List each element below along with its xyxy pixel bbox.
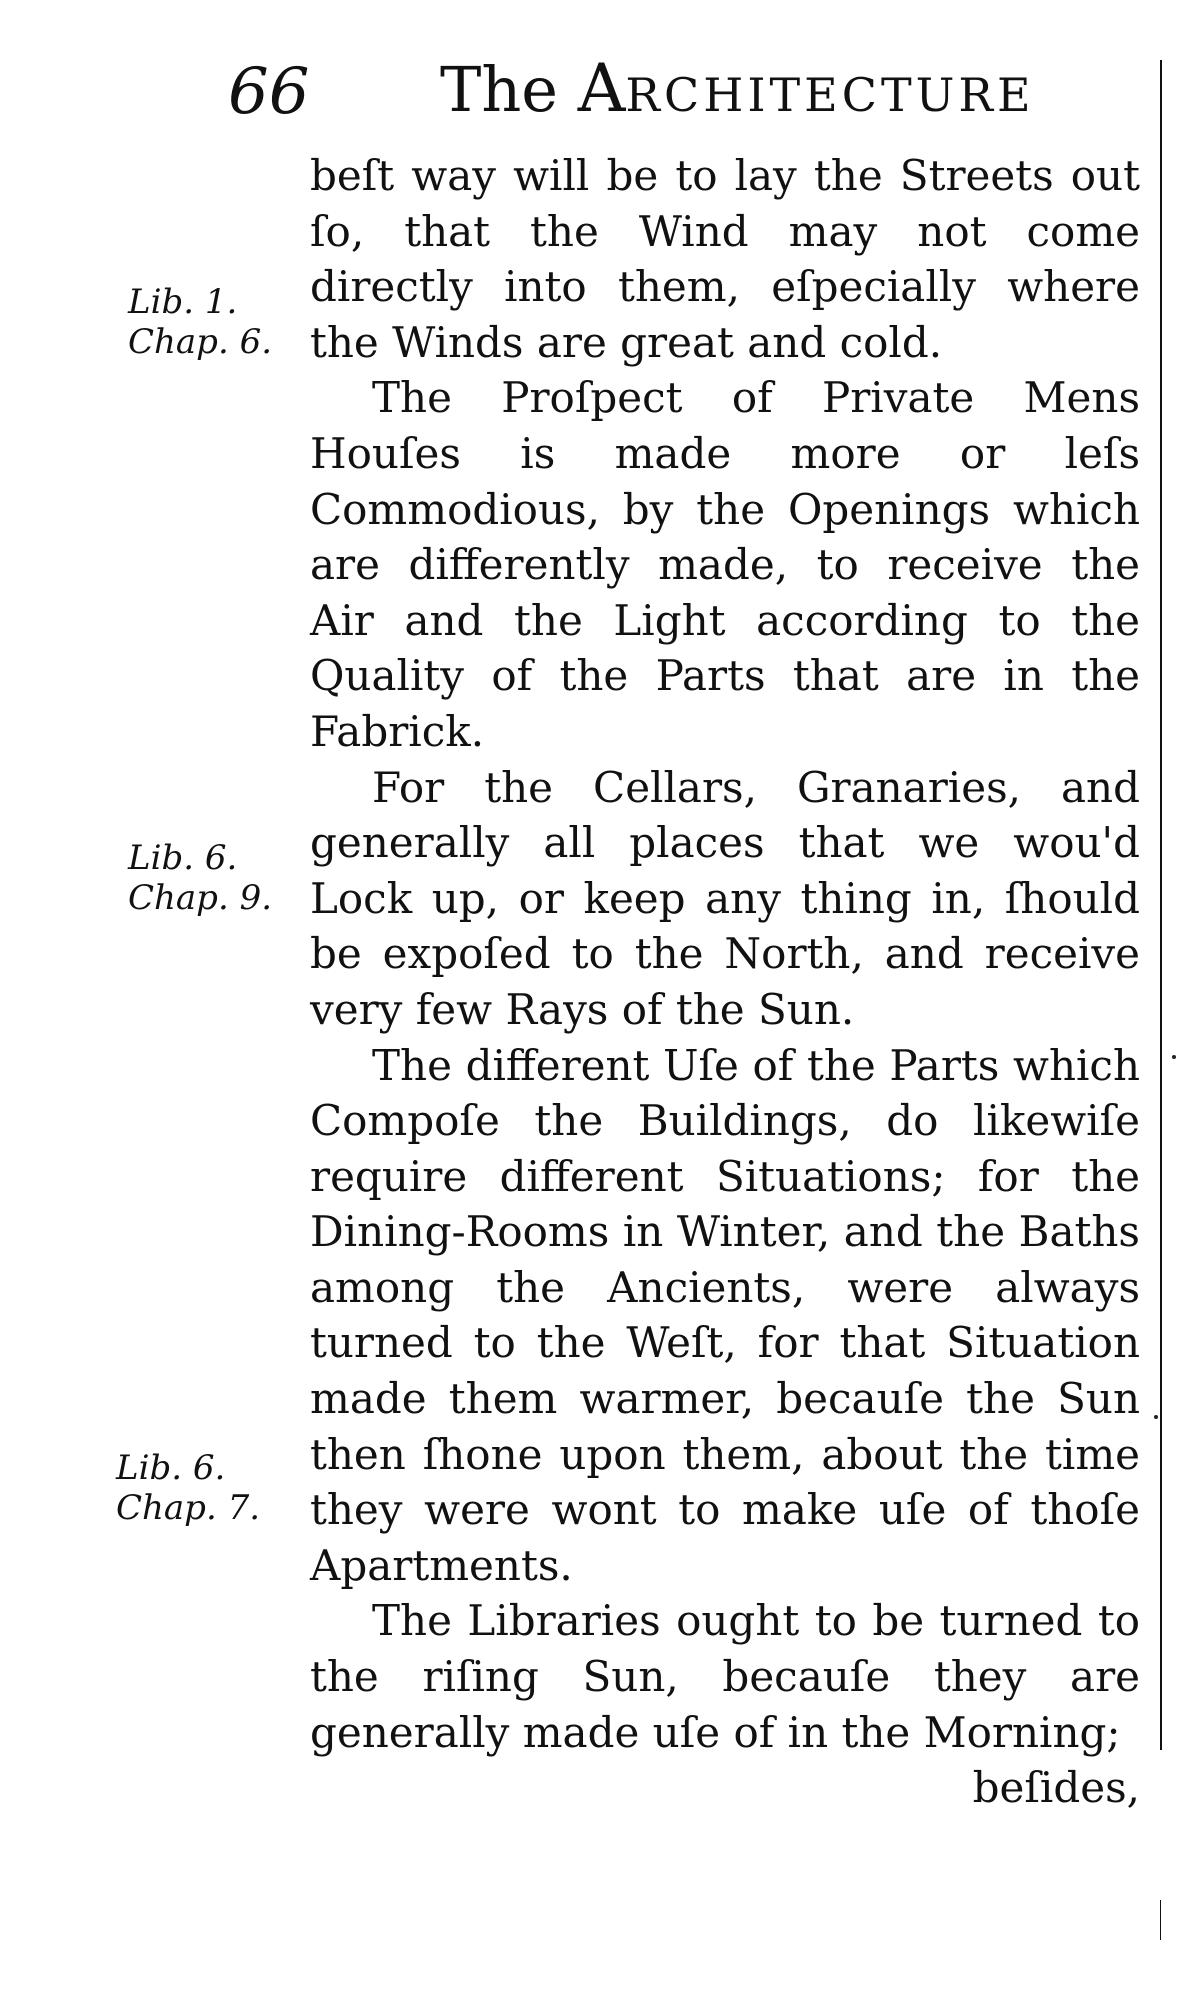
running-header	[0, 52, 1182, 132]
margin-note-chap: Chap. 9.	[128, 878, 273, 918]
running-title	[440, 50, 1035, 127]
ink-speck	[1154, 1415, 1158, 1419]
margin-note-1	[128, 282, 298, 362]
paragraph-2: The Proſpect of Private Mens Houſes is made more or leſs Commodious, by the Openings which are differently made, to receive the Air and the Light according to the Quality of the Parts that are in the Fabrick.	[310, 373, 1140, 756]
body-text	[310, 148, 1140, 1816]
right-edge-rule	[1160, 60, 1162, 1750]
catchword: beſides,	[972, 1763, 1140, 1813]
paragraph-1: beſt way will be to lay the Streets out ſo, that the Wind may not come directly into them, eſpecially where the Winds are great and cold.	[310, 151, 1140, 367]
margin-note-chap: Chap. 7.	[116, 1488, 261, 1528]
ink-speck	[1172, 1055, 1176, 1059]
margin-note-lib: Lib. 6.	[128, 838, 238, 878]
running-title-initial: A	[577, 50, 626, 127]
right-edge-rule-lower	[1160, 1900, 1161, 1940]
margin-note-lib: Lib. 1.	[128, 282, 238, 322]
paragraph-3: For the Cellars, Granaries, and generally all places that we wou'd Lock up, or keep any thing in, ſhould be expoſed to the North, and receive very few Rays of the Sun.	[310, 762, 1140, 1034]
margin-note-2	[128, 838, 298, 918]
paragraph-4: The different Uſe of the Parts which Compoſe the Buildings, do likewiſe require different Situations; for the Dining-Rooms in Winter, and the Baths among the Ancients, were always turned to the Weſt, for that Situation made them warmer, becauſe the Sun then ſhone upon them, about the time they were wont to make uſe of thoſe Apartments.	[310, 1040, 1140, 1590]
page-number: 66	[228, 55, 310, 129]
margin-note-lib: Lib. 6.	[116, 1448, 226, 1488]
running-title-rest: RCHITECTURE	[625, 68, 1035, 122]
margin-note-3	[116, 1448, 286, 1528]
margin-note-chap: Chap. 6.	[128, 322, 273, 362]
running-title-prefix: The	[440, 53, 558, 126]
paragraph-5: The Libraries ought to be turned to the riſing Sun, becauſe they are generally made uſe of in the Morning;	[310, 1596, 1140, 1757]
